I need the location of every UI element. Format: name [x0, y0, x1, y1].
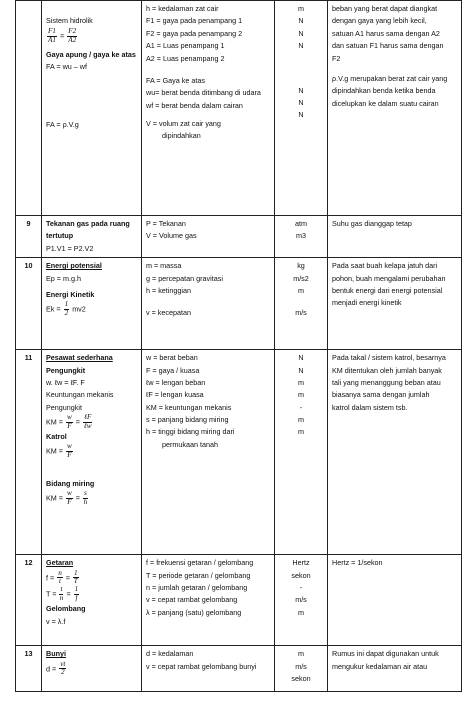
variable-def: wu= berat benda ditimbang di udara — [146, 88, 261, 98]
variables-cell — [142, 1, 275, 216]
variable-def: P = Tekanan — [146, 219, 186, 228]
row-number: 12 — [16, 555, 42, 646]
variable-def: h = tinggi bidang miring dari — [146, 427, 235, 437]
notes-cell — [328, 350, 462, 555]
formula-cell — [42, 258, 142, 350]
table-row — [16, 646, 462, 692]
variable-def: h = ketinggian — [146, 285, 191, 295]
formula-cell — [42, 555, 142, 646]
unit: m/s — [295, 661, 307, 671]
unit: N — [298, 110, 304, 120]
row-number: 11 — [16, 350, 42, 555]
formula: f = $\frac{n}{t}$ = $\frac{1}{T}$ — [46, 568, 78, 586]
unit: m — [298, 390, 304, 400]
formula-title: Gaya apung / gaya ke atas — [46, 49, 136, 59]
formula-label: Pengungkit — [46, 402, 82, 412]
variable-def: FA = Gaya ke atas — [146, 75, 205, 85]
formula-title: Tekanan gas pada ruang — [46, 219, 130, 228]
variable-def: T = periode getaran / gelombang — [146, 570, 251, 580]
variable-def: KM = keuntungan mekanis — [146, 402, 232, 412]
variables-cell — [142, 258, 275, 350]
unit: m — [298, 285, 304, 295]
note: dipindahkan benda ketika benda — [332, 86, 436, 96]
notes-cell — [328, 555, 462, 646]
variable-def: V = volum zat cair yang — [146, 119, 221, 128]
unit: Hertz — [292, 558, 310, 568]
note: Pada takal / sistem katrol, besarnya — [332, 353, 446, 363]
unit: m — [298, 415, 304, 424]
units-cell — [275, 646, 328, 692]
note: mengukur kedalaman air atau — [332, 661, 428, 671]
row-number: 10 — [16, 258, 42, 350]
note: dicelupkan ke dalam suatu cairan — [332, 98, 439, 108]
unit: atm — [295, 219, 307, 228]
table-row — [16, 555, 462, 646]
formula-cell — [42, 216, 142, 258]
units-cell — [275, 555, 328, 646]
variables-cell — [142, 350, 275, 555]
formula-cell — [42, 350, 142, 555]
note: Suhu gas dianggap tetap — [332, 219, 412, 228]
row-number: 9 — [16, 216, 42, 258]
formula: FA = wu – wf — [46, 61, 87, 71]
formula: w. ℓw = ℓF. F — [46, 377, 85, 387]
unit: N — [298, 353, 304, 363]
variable-def: V = Volume gas — [146, 231, 197, 241]
formula: Ep = m.g.h — [46, 273, 81, 283]
unit: m — [298, 607, 304, 617]
unit: m — [298, 427, 304, 437]
variable-def: A2 = Luas penampang 2 — [146, 53, 225, 63]
notes-cell — [328, 646, 462, 692]
row-number — [16, 1, 42, 216]
variable-def: v = cepat rambat gelombang — [146, 595, 238, 605]
note: Rumus ini dapat digunakan untuk — [332, 649, 439, 659]
formula-title: Energi Kinetik — [46, 289, 95, 299]
variable-def: F1 = gaya pada penampang 1 — [146, 16, 243, 26]
variable-def: w = berat beban — [146, 353, 198, 363]
formula: P1.V1 = P2.V2 — [46, 243, 94, 253]
note: dengan gaya yang lebih kecil, — [332, 16, 427, 26]
units-cell — [275, 216, 328, 258]
variable-def: λ = panjang (satu) gelombang — [146, 607, 242, 617]
row-number: 13 — [16, 646, 42, 692]
unit: m/s2 — [293, 273, 309, 283]
formula: KM = $\frac{w}{F}$ = $\frac{s}{h}$ — [46, 489, 88, 507]
unit: N — [298, 16, 304, 26]
note: satuan A1 harus sama dengan A2 — [332, 28, 440, 38]
notes-cell — [328, 1, 462, 216]
note: tali yang menanggung beban atau — [332, 377, 441, 387]
variables-cell — [142, 555, 275, 646]
formula: v = λ.f — [46, 616, 66, 626]
variable-def: d = kedalaman — [146, 649, 194, 659]
note: pohon, buah mengalami perubahan — [332, 273, 446, 283]
formula: d = $\frac{vt}{2}$ — [46, 659, 66, 677]
note: katrol dalam sistem tsb. — [332, 402, 408, 412]
unit: m3 — [296, 231, 306, 241]
formula-title: Bunyi — [46, 649, 66, 659]
units-cell — [275, 1, 328, 216]
variable-def: f = frekuensi getaran / gelombang — [146, 558, 254, 568]
unit: N — [298, 365, 304, 375]
variable-def: g = percepatan gravitasi — [146, 273, 223, 283]
note: ρ.V.g merupakan berat zat cair yang — [332, 73, 448, 83]
variable-def: ℓF = lengan kuasa — [146, 390, 204, 400]
units-cell — [275, 258, 328, 350]
unit: N — [298, 85, 304, 95]
formula-title: Pengungkit — [46, 365, 86, 375]
notes-cell — [328, 258, 462, 350]
unit: - — [299, 402, 303, 412]
unit: N — [298, 28, 304, 38]
variable-def: A1 = Luas penampang 1 — [146, 41, 225, 51]
formula-title: tertutup — [46, 231, 74, 241]
unit: N — [298, 41, 304, 51]
note: biasanya sama dengan jumlah — [332, 390, 430, 400]
formula-title: Energi potensial — [46, 261, 102, 271]
variable-def: dipindahkan — [162, 131, 201, 141]
note: beban yang berat dapat diangkat — [332, 4, 438, 13]
formula: FA = ρ.V.g — [46, 120, 79, 130]
hydraulic-formula: $\frac{F1}{A1}$ = $\frac{F2}{A2}$ — [48, 26, 77, 44]
variable-def: h = kedalaman zat cair — [146, 4, 219, 13]
formula-title: Pesawat sederhana — [46, 353, 113, 363]
unit: m/s — [295, 595, 307, 605]
variable-def: wf = berat benda dalam cairan — [146, 100, 243, 110]
note: Hertz = 1/sekon — [332, 558, 383, 568]
units-cell — [275, 350, 328, 555]
formula: T = $\frac{t}{n}$ = $\frac{1}{f}$ — [46, 585, 79, 603]
unit: N — [298, 97, 304, 107]
variable-def: m = massa — [146, 261, 182, 271]
note: F2 — [332, 53, 341, 63]
variable-def: v = cepat rambat gelombang bunyi — [146, 661, 257, 671]
formula-title: Gelombang — [46, 604, 86, 614]
table-row — [16, 350, 462, 555]
variable-def: F2 = gaya pada penampang 2 — [146, 28, 243, 38]
formula-title: Bidang miring — [46, 479, 95, 489]
variable-def: ℓw = lengan beban — [146, 377, 206, 387]
formula: KM = $\frac{w}{F}$ — [46, 442, 72, 460]
table-row — [16, 258, 462, 350]
unit: kg — [297, 261, 305, 271]
variables-cell — [142, 216, 275, 258]
unit: m — [298, 649, 304, 659]
unit: m — [298, 377, 304, 387]
formula-label: Keuntungan mekanis — [46, 390, 114, 400]
unit: sekon — [291, 673, 311, 683]
variable-def: F = gaya / kuasa — [146, 365, 200, 375]
formula-cell — [42, 1, 142, 216]
variable-def: permukaan tanah — [162, 439, 218, 449]
unit: - — [299, 582, 303, 592]
note: bentuk energi dari energi potensial — [332, 285, 443, 295]
unit: m/s — [295, 308, 307, 318]
variable-def: n = jumlah getaran / gelombang — [146, 582, 248, 592]
note: Pada saat buah kelapa jatuh dari — [332, 261, 438, 271]
table-row — [16, 1, 462, 216]
variable-def: s = panjang bidang miring — [146, 415, 229, 424]
notes-cell — [328, 216, 462, 258]
unit: m — [298, 4, 304, 13]
formula: Ek = $\frac{1}{2}$ mv2 — [46, 300, 86, 318]
note: KM ditentukan oleh jumlah banyak — [332, 365, 442, 375]
formula: KM = $\frac{w}{F}$ = $\frac{\text{ℓF}}{\text{ℓw}}$ — [46, 413, 92, 430]
note: dan satuan F1 harus sama dengan — [332, 41, 444, 51]
formula-table — [15, 0, 462, 692]
formula-title: Getaran — [46, 558, 74, 568]
table-row — [16, 216, 462, 258]
variables-cell — [142, 646, 275, 692]
formula-cell — [42, 646, 142, 692]
note: menjadi energi kinetik — [332, 298, 402, 308]
variable-def: v = kecepatan — [146, 308, 191, 318]
formula-title: Katrol — [46, 431, 67, 441]
unit: sekon — [291, 570, 311, 580]
formula-title: Sistem hidrolik — [46, 16, 93, 26]
